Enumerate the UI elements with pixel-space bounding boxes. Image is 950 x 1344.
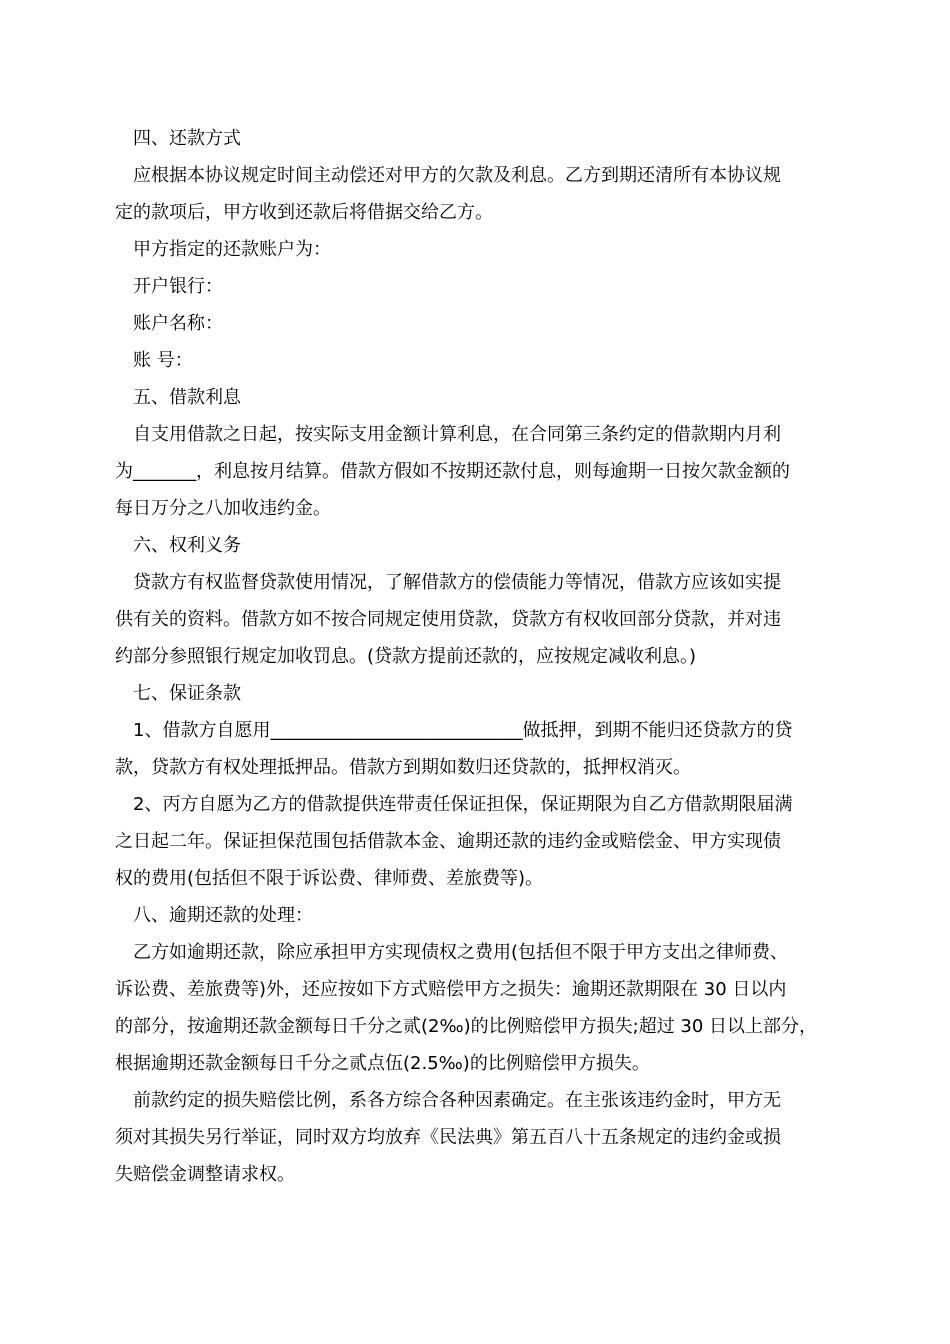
section-heading-interest: 五、借款利息 (115, 387, 241, 408)
bank-name-field: 开户银行： (115, 276, 223, 297)
paragraph-line: 失赔偿金调整请求权。 (115, 1164, 295, 1185)
paragraph-line: 款，贷款方有权处理抵押品。借款方到期如数归还贷款的，抵押权消灭。 (115, 757, 691, 778)
paragraph-line: 应根据本协议规定时间主动偿还对甲方的欠款及利息。乙方到期还清所有本协议规 (115, 165, 781, 186)
paragraph-line: 自支用借款之日起，按实际支用金额计算利息，在合同第三条约定的借款期内月利 (115, 424, 781, 445)
section-heading-repayment: 四、还款方式 (115, 128, 241, 149)
section-heading-rights: 六、权利义务 (115, 535, 241, 556)
paragraph-line: 定的款项后，甲方收到还款后将借据交给乙方。 (115, 202, 493, 223)
paragraph-line: 权的费用(包括但不限于诉讼费、律师费、差旅费等)。 (115, 868, 544, 889)
repayment-account-label: 甲方指定的还款账户为： (115, 239, 331, 260)
paragraph-line: 1、借款方自愿用____________________________做抵押，到期不能归还贷款方的贷 (115, 720, 793, 741)
paragraph-line: 每日万分之八加收违约金。 (115, 498, 331, 519)
paragraph-line: 贷款方有权监督贷款使用情况，了解借款方的偿债能力等情况，借款方应该如实提 (115, 572, 781, 593)
account-number-field: 账 号： (115, 350, 193, 371)
section-heading-guarantee: 七、保证条款 (115, 683, 241, 704)
paragraph-line: 的部分，按逾期还款金额每日千分之贰(2‰)的比例赔偿甲方损失;超过 30 日以上部分， (115, 1016, 818, 1037)
paragraph-line: 前款约定的损失赔偿比例，系各方综合各种因素确定。在主张该违约金时，甲方无 (115, 1090, 781, 1111)
paragraph-line: 为_______，利息按月结算。借款方假如不按期还款付息，则每逾期一日按欠款金额的 (115, 461, 790, 482)
paragraph-line: 乙方如逾期还款，除应承担甲方实现债权之费用(包括但不限于甲方支出之律师费、 (115, 942, 789, 963)
paragraph-line: 诉讼费、差旅费等)外，还应按如下方式赔偿甲方之损失：逾期还款期限在 30 日以内 (115, 979, 787, 1000)
document-body (115, 120, 845, 1193)
paragraph-line: 根据逾期还款金额每日千分之贰点伍(2.5‰)的比例赔偿甲方损失。 (115, 1053, 650, 1074)
paragraph-line: 须对其损失另行举证，同时双方均放弃《民法典》第五百八十五条规定的违约金或损 (115, 1127, 781, 1148)
paragraph-line: 2、丙方自愿为乙方的借款提供连带责任保证担保，保证期限为自乙方借款期限届满 (115, 794, 793, 815)
section-heading-overdue: 八、逾期还款的处理： (115, 905, 313, 926)
paragraph-line: 供有关的资料。借款方如不按合同规定使用贷款，贷款方有权收回部分贷款，并对违 (115, 609, 781, 630)
account-name-field: 账户名称： (115, 313, 223, 334)
paragraph-line: 约部分参照银行规定加收罚息。(贷款方提前还款的，应按规定减收利息。) (115, 646, 697, 667)
paragraph-line: 之日起二年。保证担保范围包括借款本金、逾期还款的违约金或赔偿金、甲方实现债 (115, 831, 781, 852)
